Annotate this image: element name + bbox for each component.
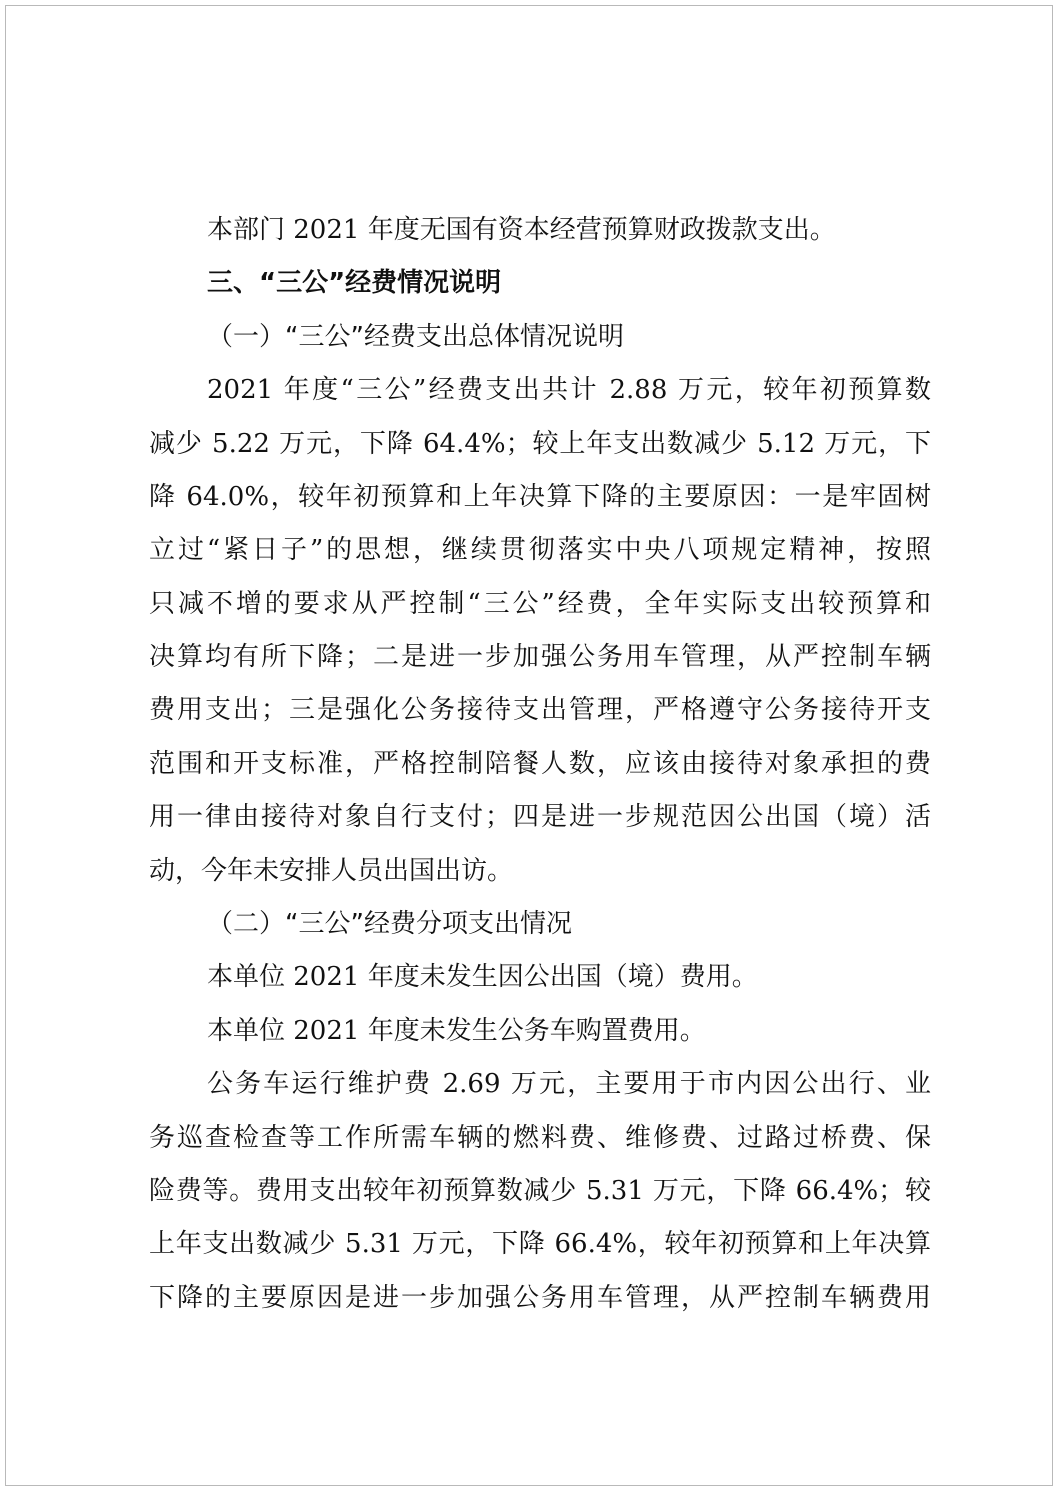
paragraph-line: 用一律由接待对象自行支付；四是进一步规范因公出国（境）活 xyxy=(149,802,931,832)
subheading-itemized: （二）“三公”经费分项支出情况 xyxy=(207,909,572,939)
paragraph-vehicle-purchase: 本单位 2021 年度未发生公务车购置费用。 xyxy=(207,1016,706,1046)
paragraph-line: 险费等。费用支出较年初预算数减少 5.31 万元，下降 66.4%；较 xyxy=(149,1176,931,1206)
paragraph-abroad-expense: 本单位 2021 年度未发生因公出国（境）费用。 xyxy=(207,962,758,992)
paragraph-line: 决算均有所下降；二是进一步加强公务用车管理，从严控制车辆 xyxy=(149,642,931,672)
paragraph-line: 下降的主要原因是进一步加强公务用车管理，从严控制车辆费用 xyxy=(149,1283,931,1313)
paragraph-line: 动，今年未安排人员出国出访。 xyxy=(149,856,514,886)
paragraph-line: 立过“紧日子”的思想，继续贯彻落实中央八项规定精神，按照 xyxy=(149,535,931,565)
subheading-overall: （一）“三公”经费支出总体情况说明 xyxy=(207,322,624,352)
paragraph-line: 务巡查检查等工作所需车辆的燃料费、维修费、过路过桥费、保 xyxy=(149,1123,931,1153)
paragraph-line: 公务车运行维护费 2.69 万元，主要用于市内因公出行、业 xyxy=(207,1069,931,1099)
paragraph-capital-budget: 本部门 2021 年度无国有资本经营预算财政拨款支出。 xyxy=(207,215,836,245)
paragraph-line: 上年支出数减少 5.31 万元，下降 66.4%，较年初预算和上年决算 xyxy=(149,1229,931,1259)
paragraph-line: 只减不增的要求从严控制“三公”经费，全年实际支出较预算和 xyxy=(149,589,931,619)
paragraph-line: 范围和开支标准，严格控制陪餐人数，应该由接待对象承担的费 xyxy=(149,749,931,779)
paragraph-line: 降 64.0%，较年初预算和上年决算下降的主要原因：一是牢固树 xyxy=(149,482,931,512)
paragraph-line: 减少 5.22 万元，下降 64.4%；较上年支出数减少 5.12 万元，下 xyxy=(149,429,931,459)
document-page xyxy=(5,5,1053,1486)
paragraph-line: 费用支出；三是强化公务接待支出管理，严格遵守公务接待开支 xyxy=(149,695,931,725)
section-heading-three-public: 三、“三公”经费情况说明 xyxy=(207,268,502,298)
paragraph-line: 2021 年度“三公”经费支出共计 2.88 万元，较年初预算数 xyxy=(207,375,931,405)
